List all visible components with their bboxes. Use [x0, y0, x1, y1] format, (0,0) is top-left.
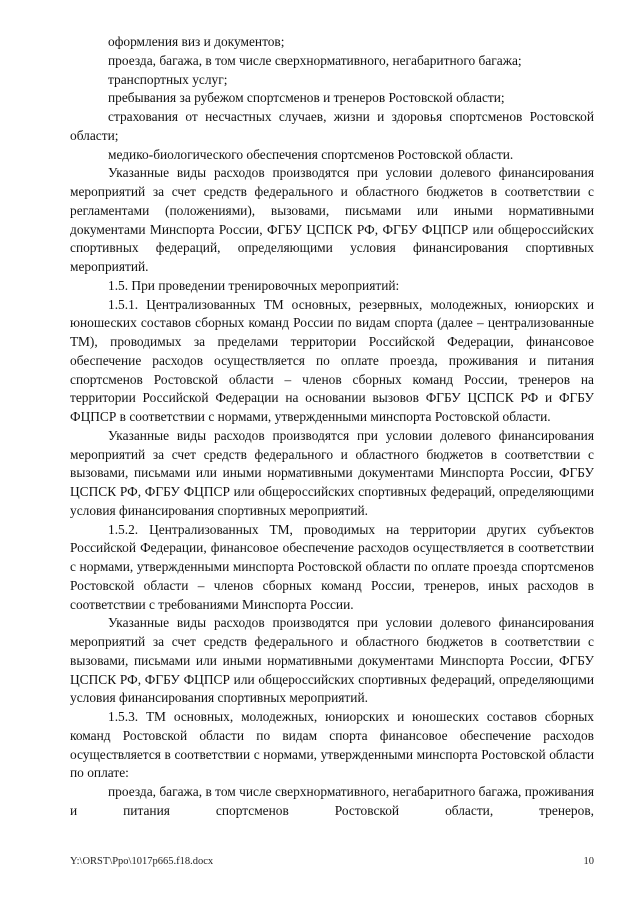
footer-file-path: Y:\ORST\Ppo\1017p665.f18.docx — [70, 856, 214, 867]
paragraph: проезда, багажа, в том числе сверхнормативного, негабаритного багажа, проживания и питания спортсменов Ростовской области, тренеров, — [70, 784, 594, 818]
paragraph: транспортных услуг; — [108, 71, 228, 87]
paragraph: страхования от несчастных случаев, жизни и здоровья спортсменов Ростовской области; — [70, 109, 594, 143]
paragraph: оформления виз и документов; — [108, 34, 285, 49]
paragraph: медико-биологического обеспечения спортсменов Ростовской области. — [108, 146, 514, 162]
paragraph: проезда, багажа, в том числе сверхнормативного, негабаритного багажа; — [108, 52, 522, 68]
paragraph: 1.5.3. ТМ основных, молодежных, юниорских и юношеских составов сборных команд Ростовской области по видам спорта финансовое обеспечение расходов осуществляется в соответствии с нормами, утвержденными минспорта Ростовской области по оплате: — [70, 709, 594, 781]
paragraph: Указанные виды расходов производятся при условии долевого финансирования мероприятий за счет средств федерального и областного бюджетов в соответствии с регламентами (положениями), вызовами, письмами или иными нормативными документами Минспорта России, ФГБУ ЦСПСК РФ, ФГБУ ФЦПСР или общероссийских спортивных федераций, определяющими условия финансирования спортивных мероприятий. — [70, 165, 594, 274]
paragraph: 1.5.2. Централизованных ТМ, проводимых на территории других субъектов Российской Федерации, финансовое обеспечение расходов осуществляется в соответствии с нормами, утвержденными минспорта Ростовской области по оплате проезда спортсменов Ростовской области – членов сборных команд России, тренеров, иных расходов в соответствии с требованиями Минспорта России. — [70, 521, 594, 612]
paragraph: 1.5.1. Централизованных ТМ основных, резервных, молодежных, юниорских и юношеских составов сборных команд России по видам спорта (далее – централизованные ТМ), проводимых за пределами территории Российской Федерации, финансовое обеспечение расходов осуществляется по оплате проезда, проживания и питания спортсменов Ростовской области – членов сборных команд России, тренеров на территории Российской Федерации на основании вызовов ФГБУ ЦСПСК РФ и ФГБУ ФЦПСР в соответствии с нормами, утвержденными минспорта Ростовской области. — [70, 296, 594, 424]
paragraph: Указанные виды расходов производятся при условии долевого финансирования мероприятий за счет средств федерального и областного бюджетов в соответствии с вызовами, письмами или иными нормативными документами Минспорта России, ФГБУ ЦСПСК РФ, ФГБУ ФЦПСР или общероссийских спортивных федераций, определяющими условия финансирования спортивных мероприятий. — [70, 427, 594, 518]
paragraph: пребывания за рубежом спортсменов и тренеров Ростовской области; — [108, 90, 505, 106]
paragraph: Указанные виды расходов производятся при условии долевого финансирования мероприятий за счет средств федерального и областного бюджетов в соответствии с вызовами, письмами или иными нормативными документами Минспорта России, ФГБУ ЦСПСК РФ, ФГБУ ФЦПСР или общероссийских спортивных федераций, определяющими условия финансирования спортивных мероприятий. — [70, 615, 594, 706]
section-heading: 1.5. При проведении тренировочных мероприятий: — [108, 277, 400, 293]
page-number: 10 — [583, 856, 594, 867]
document-body — [70, 33, 594, 821]
